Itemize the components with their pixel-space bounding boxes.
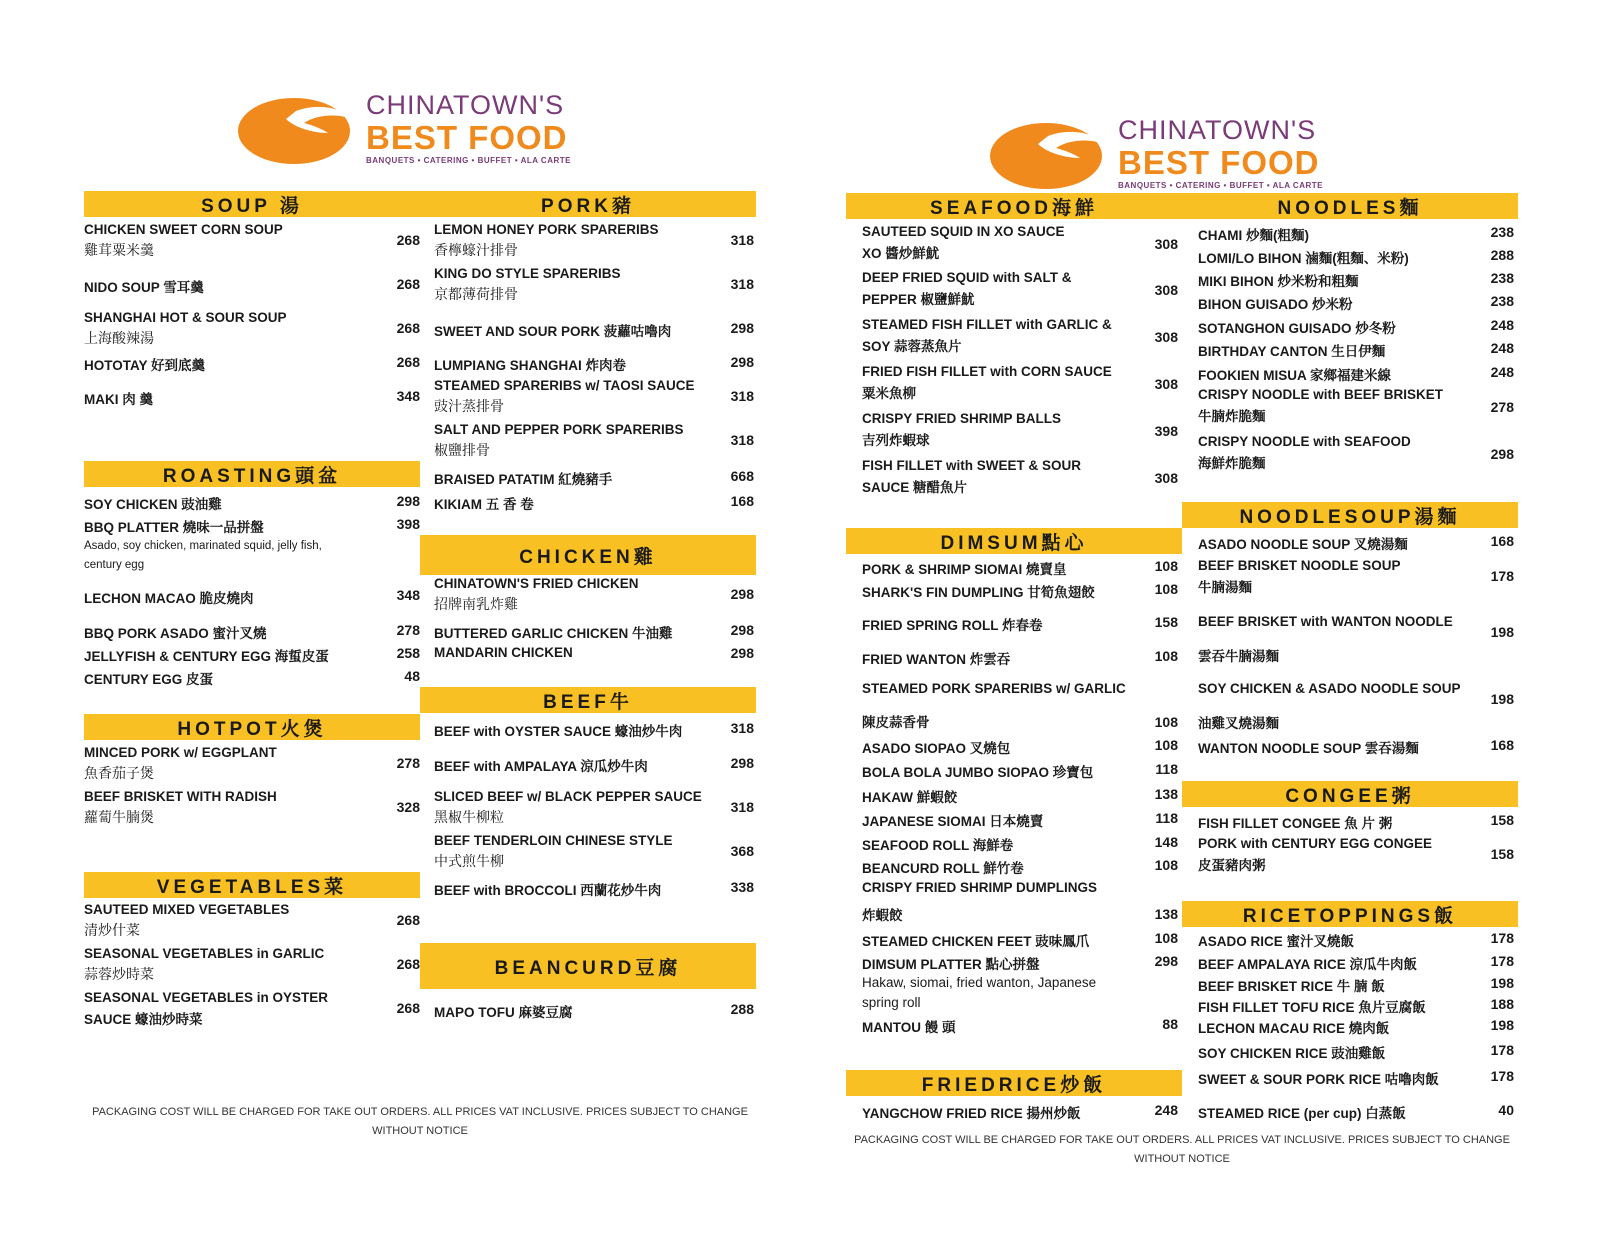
menu-price: 318 bbox=[730, 799, 754, 815]
menu-item: FRIED FISH FILLET with CORN SAUCE 粟米魚柳 bbox=[862, 364, 1112, 401]
menu-price: 158 bbox=[1154, 614, 1178, 630]
menu-item: SOY CHICKEN RICE 豉油雞飯 bbox=[1198, 1046, 1386, 1061]
menu-item: ASADO SIOPAO 叉燒包 bbox=[862, 741, 1011, 756]
menu-price: 268 bbox=[396, 912, 420, 928]
menu-price: 308 bbox=[1154, 236, 1178, 252]
menu-price: 248 bbox=[1154, 1102, 1178, 1118]
menu-item: FISH FILLET TOFU RICE 魚片豆腐飯 bbox=[1198, 1000, 1426, 1015]
section-header-pork: PORK豬 bbox=[420, 191, 756, 217]
menu-price: 268 bbox=[396, 956, 420, 972]
menu-price: 148 bbox=[1154, 834, 1178, 850]
menu-item: SLICED BEEF w/ BLACK PEPPER SAUCE 黑椒牛柳粒 bbox=[434, 789, 702, 825]
menu-item: LUMPIANG SHANGHAI 炸肉卷 bbox=[434, 358, 626, 373]
menu-price: 318 bbox=[730, 388, 754, 404]
menu-price: 198 bbox=[1490, 975, 1514, 991]
menu-price: 178 bbox=[1490, 1068, 1514, 1084]
menu-price: 268 bbox=[396, 320, 420, 336]
section-header-ricetoppings: RICETOPPINGS飯 bbox=[1182, 901, 1518, 927]
section-header-noodlesoup: NOODLESOUP湯麵 bbox=[1182, 502, 1518, 528]
menu-price: 288 bbox=[730, 1001, 754, 1017]
menu-page-right bbox=[800, 0, 1600, 1236]
menu-item: KING DO STYLE SPARERIBS 京都薄荷排骨 bbox=[434, 266, 621, 302]
menu-price: 248 bbox=[1490, 340, 1514, 356]
menu-price: 298 bbox=[396, 493, 420, 509]
menu-item: STEAMED RICE (per cup) 白蒸飯 bbox=[1198, 1106, 1406, 1121]
menu-item: BEEF AMPALAYA RICE 涼瓜牛肉飯 bbox=[1198, 957, 1418, 972]
menu-item: BIRTHDAY CANTON 生日伊麵 bbox=[1198, 344, 1386, 359]
logo-line1: CHINATOWN'S bbox=[1118, 115, 1317, 145]
menu-item: CENTURY EGG 皮蛋 bbox=[84, 672, 214, 687]
menu-item: NIDO SOUP 雪耳羹 bbox=[84, 280, 204, 295]
logo-mark bbox=[238, 93, 354, 165]
menu-price: 238 bbox=[1490, 293, 1514, 309]
menu-item: FRIED WANTON 炸雲吞 bbox=[862, 652, 1011, 667]
menu-item: MANDARIN CHICKEN bbox=[434, 645, 573, 660]
menu-item: FISH FILLET CONGEE 魚 片 粥 bbox=[1198, 816, 1393, 831]
menu-item: DEEP FRIED SQUID with SALT & PEPPER 椒鹽鮮魷 bbox=[862, 270, 1072, 307]
menu-item: CRISPY NOODLE with SEAFOOD 海鮮炸脆麵 bbox=[1198, 434, 1411, 471]
menu-item: BEEF BRISKET RICE 牛 腩 飯 bbox=[1198, 979, 1385, 994]
menu-price: 268 bbox=[396, 354, 420, 370]
menu-price: 328 bbox=[396, 799, 420, 815]
menu-price: 108 bbox=[1154, 930, 1178, 946]
menu-item: BIHON GUISADO 炒米粉 bbox=[1198, 297, 1353, 312]
menu-price: 138 bbox=[1154, 786, 1178, 802]
menu-price: 298 bbox=[730, 645, 754, 661]
menu-item: SAUTEED MIXED VEGETABLES 清炒什菜 bbox=[84, 902, 290, 938]
menu-price: 118 bbox=[1155, 761, 1178, 777]
menu-price: 298 bbox=[730, 586, 754, 602]
menu-item: BEANCURD ROLL 鮮竹卷 bbox=[862, 861, 1024, 876]
menu-item: LEMON HONEY PORK SPARERIBS 香檸蠔汁排骨 bbox=[434, 222, 659, 258]
menu-price: 398 bbox=[1154, 423, 1178, 439]
menu-item: JELLYFISH & CENTURY EGG 海蜇皮蛋 bbox=[84, 649, 329, 664]
menu-item: BEEF with OYSTER SAUCE 蠔油炒牛肉 bbox=[434, 724, 683, 739]
menu-price: 168 bbox=[1490, 533, 1514, 549]
menu-price: 298 bbox=[730, 320, 754, 336]
menu-price: 398 bbox=[396, 516, 420, 532]
menu-price: 668 bbox=[730, 468, 754, 484]
menu-price: 318 bbox=[730, 276, 754, 292]
menu-item: JAPANESE SIOMAI 日本燒賣 bbox=[862, 814, 1044, 829]
menu-item: CRISPY NOODLE with BEEF BRISKET 牛腩炸脆麵 bbox=[1198, 387, 1444, 424]
section-header-chicken: CHICKEN雞 bbox=[420, 535, 756, 575]
menu-price: 188 bbox=[1490, 996, 1514, 1012]
menu-price: 318 bbox=[730, 720, 754, 736]
menu-price: 198 bbox=[1490, 1017, 1514, 1033]
menu-price: 178 bbox=[1490, 1042, 1514, 1058]
logo-line2: BEST FOOD bbox=[1118, 144, 1320, 181]
menu-item: SHANGHAI HOT & SOUR SOUP 上海酸辣湯 bbox=[84, 310, 287, 346]
menu-price: 298 bbox=[730, 622, 754, 638]
menu-item: SOY CHICKEN 豉油雞 bbox=[84, 497, 222, 512]
menu-price: 178 bbox=[1490, 930, 1514, 946]
menu-item: BEEF with BROCCOLI 西蘭花炒牛肉 bbox=[434, 883, 662, 898]
menu-item: SWEET AND SOUR PORK 菠蘿咕嚕肉 bbox=[434, 324, 672, 339]
menu-price: 348 bbox=[396, 388, 420, 404]
menu-price: 278 bbox=[396, 622, 420, 638]
menu-price: 268 bbox=[396, 1000, 420, 1016]
menu-price: 158 bbox=[1490, 846, 1514, 862]
menu-item: PORK & SHRIMP SIOMAI 燒賣皇 bbox=[862, 562, 1067, 577]
section-header-seafood: SEAFOOD海鮮 bbox=[846, 193, 1182, 219]
logo-mark bbox=[990, 118, 1106, 190]
menu-item: ASADO RICE 蜜汁叉燒飯 bbox=[1198, 934, 1355, 949]
menu-price: 348 bbox=[396, 587, 420, 603]
menu-price: 248 bbox=[1490, 317, 1514, 333]
menu-price: 298 bbox=[1154, 953, 1178, 969]
menu-price: 238 bbox=[1490, 224, 1514, 240]
menu-price: 248 bbox=[1490, 364, 1514, 380]
menu-price: 118 bbox=[1155, 810, 1178, 826]
menu-item: SOY CHICKEN & ASADO NOODLE SOUP 油雞叉燒湯麵 bbox=[1198, 681, 1461, 731]
menu-item: SOTANGHON GUISADO 炒冬粉 bbox=[1198, 321, 1396, 336]
logo bbox=[238, 92, 571, 165]
menu-item: BUTTERED GARLIC CHICKEN 牛油雞 bbox=[434, 626, 673, 641]
menu-price: 40 bbox=[1498, 1102, 1514, 1118]
footer-note: PACKAGING COST WILL BE CHARGED FOR TAKE OUT ORDERS. ALL PRICES VAT INCLUSIVE. PRICES SUBJECT TO CHANGE WITHOUT NOTICE bbox=[854, 1134, 1510, 1165]
menu-item: BEEF BRISKET with WANTON NOODLE 雲吞牛腩湯麵 bbox=[1198, 614, 1453, 664]
menu-price: 368 bbox=[730, 843, 754, 859]
section-header-congee: CONGEE粥 bbox=[1182, 781, 1518, 807]
menu-item: PORK with CENTURY EGG CONGEE 皮蛋豬肉粥 bbox=[1198, 836, 1433, 873]
section-header-dimsum: DIMSUM點心 bbox=[846, 528, 1182, 554]
menu-price: 288 bbox=[1490, 247, 1514, 263]
logo-tagline: BANQUETS • CATERING • BUFFET • ALA CARTE bbox=[1118, 181, 1323, 190]
section-header-roasting: ROASTING頭盆 bbox=[84, 461, 420, 487]
menu-price: 48 bbox=[404, 668, 420, 684]
section-header-vegetables: VEGETABLES菜 bbox=[84, 872, 420, 898]
menu-item: STEAMED SPARERIBS w/ TAOSI SAUCE 豉汁蒸排骨 bbox=[434, 378, 695, 414]
menu-item: WANTON NOODLE SOUP 雲吞湯麵 bbox=[1198, 741, 1419, 756]
menu-price: 278 bbox=[1490, 399, 1514, 415]
menu-price: 318 bbox=[730, 232, 754, 248]
item-description: Asado, soy chicken, marinated squid, jelly fish, century egg bbox=[84, 540, 322, 571]
menu-item: CRISPY FRIED SHRIMP DUMPLINGS 炸蝦餃 bbox=[862, 880, 1098, 923]
menu-item: CHINATOWN'S FRIED CHICKEN 招牌南乳炸雞 bbox=[434, 576, 639, 612]
section-header-hotpot: HOTPOT火煲 bbox=[84, 714, 420, 740]
menu-item: BEEF BRISKET WITH RADISH 蘿蔔牛腩煲 bbox=[84, 789, 277, 825]
menu-item: YANGCHOW FRIED RICE 揚州炒飯 bbox=[862, 1106, 1081, 1121]
menu-item: BEEF with AMPALAYA 涼瓜炒牛肉 bbox=[434, 759, 648, 774]
logo-tagline: BANQUETS • CATERING • BUFFET • ALA CARTE bbox=[366, 156, 571, 165]
menu-item: KIKIAM 五 香 卷 bbox=[434, 497, 534, 512]
menu-item: BEEF BRISKET NOODLE SOUP 牛腩湯麵 bbox=[1198, 558, 1401, 595]
menu-price: 238 bbox=[1490, 270, 1514, 286]
menu-price: 308 bbox=[1154, 329, 1178, 345]
menu-item: ASADO NOODLE SOUP 叉燒湯麵 bbox=[1198, 537, 1408, 552]
menu-item: LECHON MACAU RICE 燒肉飯 bbox=[1198, 1021, 1390, 1036]
item-description: Hakaw, siomai, fried wanton, Japanese spring roll bbox=[862, 975, 1097, 1010]
menu-price: 88 bbox=[1162, 1016, 1178, 1032]
menu-price: 168 bbox=[730, 493, 754, 509]
menu-item: SALT AND PEPPER PORK SPARERIBS 椒鹽排骨 bbox=[434, 422, 684, 458]
menu-price: 108 bbox=[1154, 714, 1178, 730]
menu-item: BBQ PLATTER 燒味一品拼盤 bbox=[84, 520, 264, 535]
menu-price: 298 bbox=[1490, 446, 1514, 462]
menu-price: 298 bbox=[730, 755, 754, 771]
menu-item: SAUTEED SQUID IN XO SAUCE XO 醬炒鮮魷 bbox=[862, 224, 1065, 261]
menu-price: 338 bbox=[730, 879, 754, 895]
menu-price: 178 bbox=[1490, 953, 1514, 969]
menu-item: SHARK'S FIN DUMPLING 甘筍魚翅餃 bbox=[862, 585, 1095, 600]
menu-item: SEAFOOD ROLL 海鮮卷 bbox=[862, 838, 1014, 853]
menu-price: 308 bbox=[1154, 470, 1178, 486]
menu-price: 108 bbox=[1154, 648, 1178, 664]
menu-price: 108 bbox=[1154, 857, 1178, 873]
menu-price: 138 bbox=[1154, 906, 1178, 922]
section-header-soup: SOUP 湯 bbox=[84, 191, 420, 217]
menu-item: LECHON MACAO 脆皮燒肉 bbox=[84, 591, 254, 606]
menu-price: 308 bbox=[1154, 282, 1178, 298]
menu-item: LOMI/LO BIHON 滷麵(粗麵、米粉) bbox=[1198, 251, 1409, 266]
menu-item: MAKI 肉 羹 bbox=[84, 392, 153, 407]
menu-item: HAKAW 鮮蝦餃 bbox=[862, 790, 958, 805]
menu-item: SEASONAL VEGETABLES in OYSTER SAUCE 蠔油炒時菜 bbox=[84, 990, 329, 1027]
menu-price: 108 bbox=[1154, 581, 1178, 597]
menu-item: STEAMED FISH FILLET with GARLIC & SOY 蒜蓉蒸魚片 bbox=[862, 317, 1112, 354]
menu-item: FISH FILLET with SWEET & SOUR SAUCE 糖醋魚片 bbox=[862, 458, 1081, 495]
menu-price: 198 bbox=[1490, 691, 1514, 707]
menu-item: FOOKIEN MISUA 家鄉福建米線 bbox=[1198, 368, 1392, 383]
menu-price: 108 bbox=[1154, 737, 1178, 753]
menu-item: CHICKEN SWEET CORN SOUP 雞茸粟米羹 bbox=[84, 222, 283, 258]
logo-line2: BEST FOOD bbox=[366, 119, 568, 156]
menu-price: 268 bbox=[396, 232, 420, 248]
logo-line1: CHINATOWN'S bbox=[366, 90, 565, 120]
menu-price: 158 bbox=[1490, 812, 1514, 828]
menu-item: MIKI BIHON 炒米粉和粗麵 bbox=[1198, 274, 1359, 289]
menu-price: 278 bbox=[396, 755, 420, 771]
menu-item: BOLA BOLA JUMBO SIOPAO 珍寶包 bbox=[862, 765, 1094, 780]
menu-item: HOTOTAY 好到底羹 bbox=[84, 358, 206, 373]
menu-price: 318 bbox=[730, 432, 754, 448]
menu-item: MANTOU 饅 頭 bbox=[862, 1020, 956, 1035]
menu-item: BEEF TENDERLOIN CHINESE STYLE 中式煎牛柳 bbox=[434, 833, 673, 869]
menu-item: CHAMI 炒麵(粗麵) bbox=[1198, 228, 1309, 243]
menu-item: SEASONAL VEGETABLES in GARLIC 蒜蓉炒時菜 bbox=[84, 946, 325, 982]
menu-price: 168 bbox=[1490, 737, 1514, 753]
menu-price: 178 bbox=[1490, 568, 1514, 584]
menu-item: CRISPY FRIED SHRIMP BALLS 吉列炸蝦球 bbox=[862, 411, 1062, 448]
menu-price: 258 bbox=[396, 645, 420, 661]
section-header-beancurd: BEANCURD豆腐 bbox=[420, 943, 756, 989]
menu-item: STEAMED CHICKEN FEET 豉味鳳爪 bbox=[862, 934, 1090, 949]
menu-item: MAPO TOFU 麻婆豆腐 bbox=[434, 1005, 573, 1020]
menu-price: 298 bbox=[730, 354, 754, 370]
section-header-friedrice: FRIEDRICE炒飯 bbox=[846, 1070, 1182, 1096]
menu-item: SWEET & SOUR PORK RICE 咕嚕肉飯 bbox=[1198, 1072, 1439, 1087]
section-header-noodles: NOODLES麵 bbox=[1182, 193, 1518, 219]
menu-item: BBQ PORK ASADO 蜜汁叉燒 bbox=[84, 626, 267, 641]
menu-item: FRIED SPRING ROLL 炸春卷 bbox=[862, 618, 1043, 633]
menu-price: 198 bbox=[1490, 624, 1514, 640]
menu-price: 268 bbox=[396, 276, 420, 292]
menu-price: 108 bbox=[1154, 558, 1178, 574]
menu-price: 308 bbox=[1154, 376, 1178, 392]
menu-item: MINCED PORK w/ EGGPLANT 魚香茄子煲 bbox=[84, 745, 277, 781]
footer-note: PACKAGING COST WILL BE CHARGED FOR TAKE OUT ORDERS. ALL PRICES VAT INCLUSIVE. PRICES SUBJECT TO CHANGE WITHOUT NOTICE bbox=[92, 1106, 748, 1137]
menu-item: DIMSUM PLATTER 點心拼盤 bbox=[862, 957, 1040, 972]
logo bbox=[990, 117, 1323, 190]
section-header-beef: BEEF牛 bbox=[420, 687, 756, 713]
menu-item: BRAISED PATATIM 紅燒豬手 bbox=[434, 472, 613, 487]
menu-item: STEAMED PORK SPARERIBS w/ GARLIC 陳皮蒜香骨 bbox=[862, 681, 1126, 730]
